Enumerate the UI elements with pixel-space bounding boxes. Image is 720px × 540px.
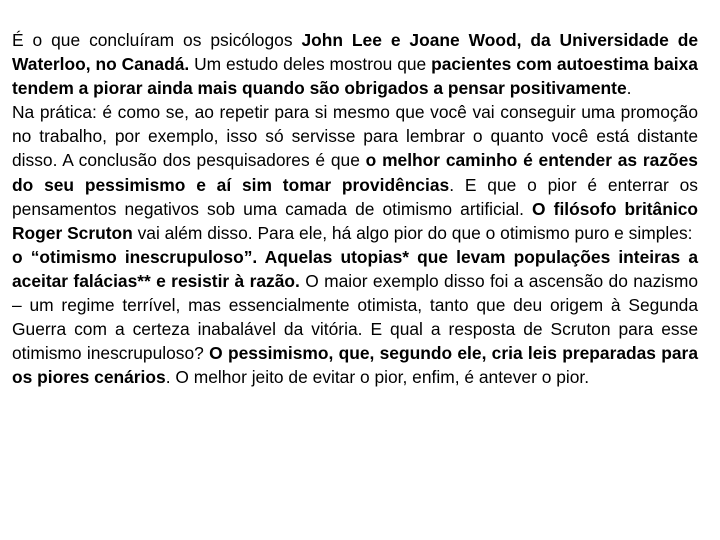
text-run: Um estudo deles mostrou que — [189, 54, 432, 75]
text-run: . — [626, 78, 632, 99]
text-run: É o que concluíram os psicólogos — [12, 30, 302, 50]
paragraph-1 — [12, 28, 698, 100]
text-run: vai além disso. Para ele, há algo pior do que o otimismo puro e simples: — [132, 222, 693, 243]
text-run: O maior exemplo disso foi a ascensão do nazismo – um regime terrível, mas essencialmente otimista, tanto que deu origem à Segunda Guerra com a certeza inabalável da vitória. E qual a resposta de Scruton para esse otimismo inescrupuloso? — [12, 270, 698, 364]
text-run: . E que o pior é enterrar os pensamentos negativos sob uma camada de otimismo artificial. — [12, 174, 698, 219]
text-run-bold: o melhor caminho é entender as razões do seu pessimismo e aí sim tomar providências — [12, 150, 698, 195]
text-run-bold: O filósofo britânico Roger Scruton — [12, 198, 698, 243]
text-run: . O melhor jeito de evitar o pior, enfim, é antever o pior. — [165, 367, 590, 388]
document-body — [12, 28, 698, 389]
text-run-bold: O pessimismo, que, segundo ele, cria leis preparadas para os piores cenários — [12, 343, 699, 388]
paragraph-3 — [12, 245, 698, 390]
text-run-bold: John Lee e Joane Wood, da Universidade de Waterloo, no Canadá. — [12, 30, 698, 75]
text-run-bold: o “otimismo inescrupuloso”. Aquelas utopias* que levam populações inteiras a aceitar falácias** e resistir à razão. — [12, 246, 698, 291]
paragraph-2 — [12, 100, 698, 245]
text-run: Na prática: é como se, ao repetir para si mesmo que você vai conseguir uma promoção no trabalho, por exemplo, isso só servisse para lembrar o quanto você está distante disso. A conclusão dos pesquisadores é que — [12, 102, 698, 171]
text-run-bold: pacientes com autoestima baixa tendem a piorar ainda mais quando são obrigados a pensar positivamente — [12, 54, 698, 99]
